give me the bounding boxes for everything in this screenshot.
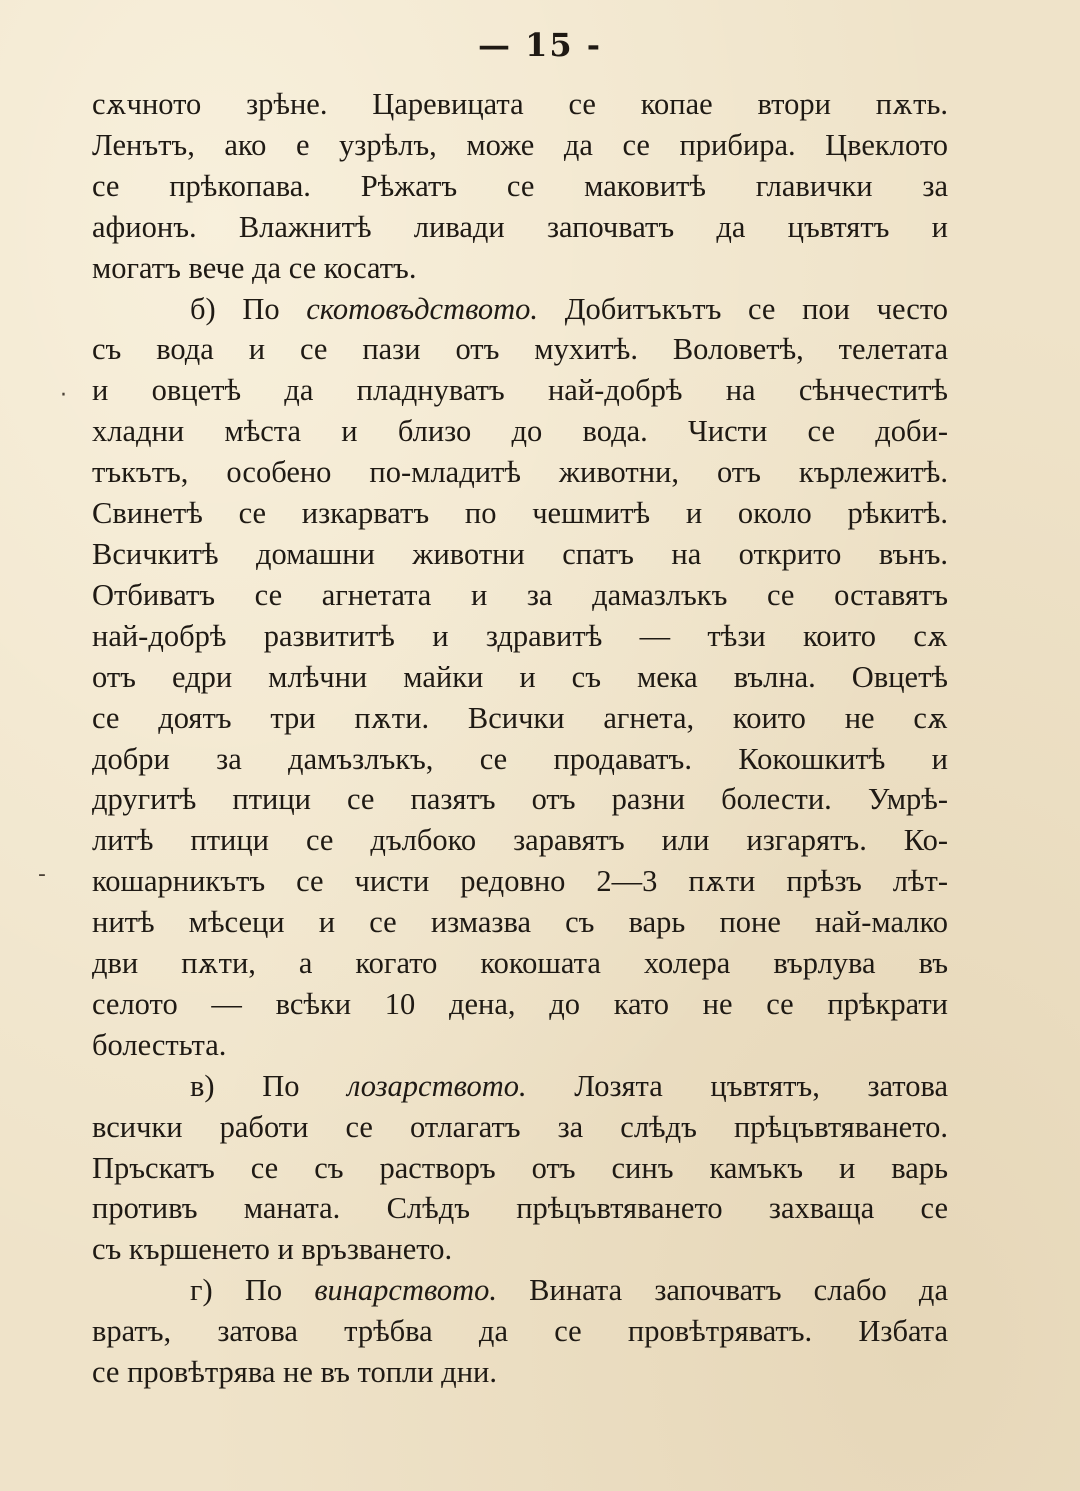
heading-line-rest: Добитъкътъ се пои често <box>538 291 948 326</box>
paragraph-vineyards <box>92 1066 948 1271</box>
text-line: се прѣкопава. Рѣжатъ се маковитѣ главички за <box>92 168 948 203</box>
heading-line-rest: Лозята цъвтятъ, затова <box>526 1068 948 1103</box>
text-line: литѣ птици се дълбоко заравятъ или изгарятъ. Ко- <box>92 823 948 858</box>
body-text <box>92 84 948 1393</box>
text-line: и овцетѣ да пладнуватъ най-добрѣ на сѣнчеститѣ <box>92 373 948 408</box>
text-line: тъкътъ, особено по-младитѣ животни, отъ кърлежитѣ. <box>92 455 948 490</box>
heading-line-rest: Вината започватъ слабо да <box>497 1273 948 1308</box>
text-line: отъ едри млѣчни майки и съ мека вълна. Овцетѣ <box>92 659 948 694</box>
margin-dot-mark: · <box>60 383 67 408</box>
paragraph-heading-line <box>92 1066 948 1107</box>
paragraph-livestock <box>92 289 948 1066</box>
margin-dash-mark: - <box>38 862 46 887</box>
text-line: Всичкитѣ домашни животни спатъ на открито вънъ. <box>92 536 948 571</box>
section-label: в) По <box>190 1068 348 1103</box>
section-term: лозарството. <box>347 1068 527 1103</box>
text-line: болестьта. <box>92 1027 227 1062</box>
text-line: всички работи се отлагатъ за слѣдъ прѣцъвтяването. <box>92 1109 948 1144</box>
section-label: б) По <box>190 291 307 326</box>
text-line: дви пѫти, а когато кокошата холера върлува въ <box>92 946 948 981</box>
text-line: хладни мѣста и близо до вода. Чисти се доби- <box>92 414 948 449</box>
text-line: най-добрѣ развититѣ и здравитѣ — тѣзи които сѫ <box>92 618 948 653</box>
paragraph-heading-line <box>92 1270 948 1311</box>
text-line: се провѣтрява не въ топли дни. <box>92 1355 497 1390</box>
text-line: кошарникътъ се чисти редовно 2—3 пѫти прѣзъ лѣт- <box>92 864 948 899</box>
section-label: г) По <box>190 1273 315 1308</box>
text-line: Пръскатъ се съ растворъ отъ синъ камъкъ и варь <box>92 1150 948 1185</box>
paragraph-continuation <box>92 84 948 289</box>
text-line: добри за дамъзлъкъ, се продаватъ. Кокошкитѣ и <box>92 741 948 776</box>
text-line: вратъ, затова трѣбва да се провѣтряватъ. Избата <box>92 1314 948 1349</box>
section-term: винарството. <box>314 1273 497 1308</box>
text-line: селото — всѣки 10 дена, до като не се прѣкрати <box>92 986 948 1021</box>
text-line: противъ маната. Слѣдъ прѣцъвтяването захваща се <box>92 1191 948 1226</box>
text-line: Отбиватъ се агнетата и за дамазлъкъ се оставятъ <box>92 577 948 612</box>
text-line: нитѣ мѣсеци и се измазва съ варь поне най-малко <box>92 905 948 940</box>
section-term: скотовъдството. <box>306 291 539 326</box>
text-line: Свинетѣ се изкарватъ по чешмитѣ и около рѣкитѣ. <box>92 496 948 531</box>
text-line: съ вода и се пази отъ мухитѣ. Воловетѣ, телетата <box>92 332 948 367</box>
text-line: другитѣ птици се пазятъ отъ разни болести. Умрѣ- <box>92 782 948 817</box>
text-line: Ленътъ, ако е узрѣлъ, може да се прибира. Цвеклото <box>92 127 948 162</box>
paragraph-heading-line <box>92 289 948 330</box>
text-line: афионъ. Влажнитѣ ливади започватъ да цъвтятъ и <box>92 209 948 244</box>
text-line: могатъ вече да се косатъ. <box>92 250 417 285</box>
text-line: съ кършенето и връзването. <box>92 1232 453 1267</box>
text-line: сѫчното зрѣне. Царевицата се копае втори пѫть. <box>92 87 948 121</box>
page-number: — 15 - <box>477 26 603 64</box>
text-line: се доятъ три пѫти. Всички агнета, които не сѫ <box>92 700 948 735</box>
paragraph-winemaking <box>92 1270 948 1393</box>
